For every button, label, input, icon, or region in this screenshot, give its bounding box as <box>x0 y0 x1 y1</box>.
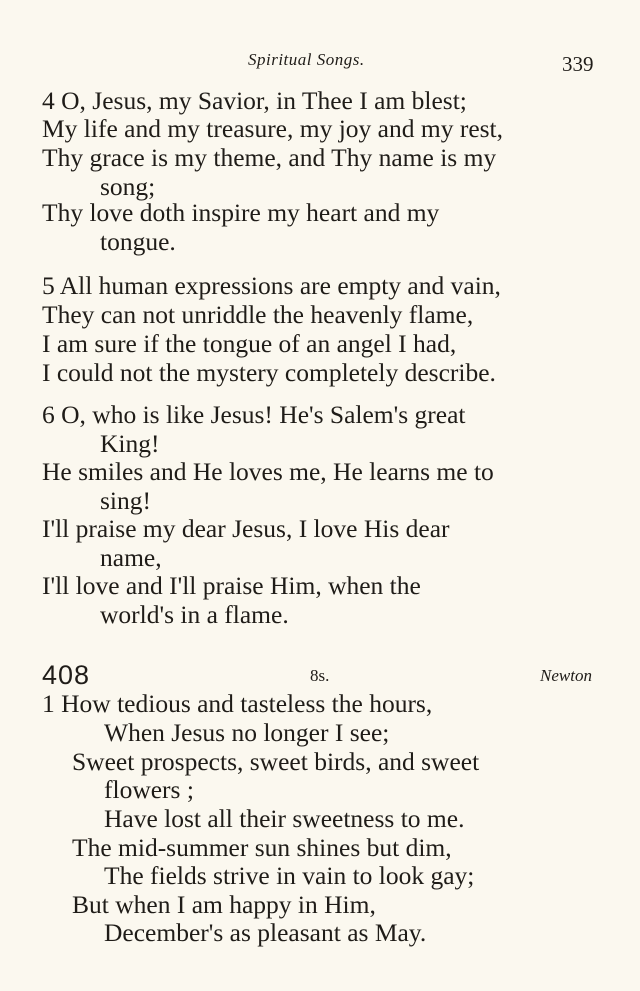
stanza-line: My life and my treasure, my joy and my rest, <box>42 114 504 143</box>
hymn-line: The mid-summer sun shines but dim, <box>72 833 452 862</box>
stanza-line: I am sure if the tongue of an angel I had, <box>42 329 457 358</box>
stanza-line: They can not unriddle the heavenly flame, <box>42 300 474 329</box>
stanza-line: 6 O, who is like Jesus! He's Salem's great <box>42 400 466 429</box>
hymn-line: But when I am happy in Him, <box>72 890 376 919</box>
hymn-meter: 8s. <box>310 666 330 685</box>
stanza-line: I'll love and I'll praise Him, when the <box>42 571 421 600</box>
hymn-line: Have lost all their sweetness to me. <box>104 804 465 833</box>
stanza-line: I'll praise my dear Jesus, I love His dear <box>42 514 450 543</box>
hymn-number: 408 <box>42 660 91 690</box>
stanza-line: Thy grace is my theme, and Thy name is my <box>42 143 497 172</box>
stanza-line: I could not the mystery completely describe. <box>42 358 496 387</box>
stanza-line: 4 O, Jesus, my Savior, in Thee I am blest; <box>42 86 467 115</box>
hymn-line: Sweet prospects, sweet birds, and sweet <box>72 747 480 776</box>
hymn-line: When Jesus no longer I see; <box>104 718 390 747</box>
stanza-line: tongue. <box>100 227 176 256</box>
hymn-line: The fields strive in vain to look gay; <box>104 861 475 890</box>
stanza-line: name, <box>100 543 162 572</box>
running-title: Spiritual Songs. <box>248 50 365 69</box>
stanza-line: world's in a flame. <box>100 600 289 629</box>
stanza-line: Thy love doth inspire my heart and my <box>42 198 440 227</box>
hymn-line: 1 How tedious and tasteless the hours, <box>42 689 433 718</box>
stanza-line: song; <box>100 172 156 201</box>
hymn-author: Newton <box>540 666 592 685</box>
stanza-line: He smiles and He loves me, He learns me to <box>42 457 494 486</box>
stanza-line: 5 All human expressions are empty and vain, <box>42 271 501 300</box>
stanza-line: sing! <box>100 486 151 515</box>
stanza-line: King! <box>100 429 160 458</box>
page-number: 339 <box>562 52 594 76</box>
hymn-line: December's as pleasant as May. <box>104 918 427 947</box>
hymn-line: flowers ; <box>104 775 194 804</box>
page-header <box>0 48 640 76</box>
